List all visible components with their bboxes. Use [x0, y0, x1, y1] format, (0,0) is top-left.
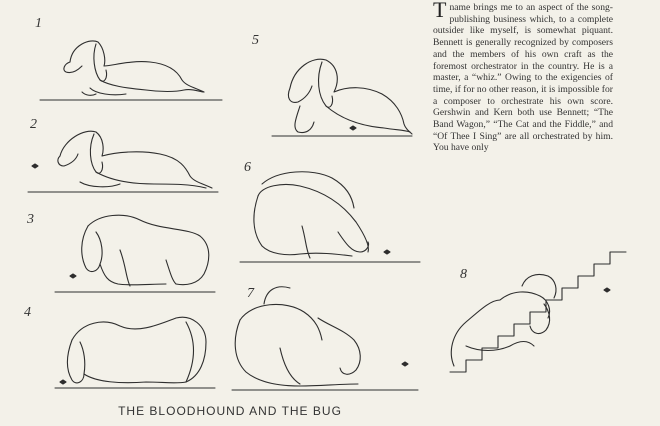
panel-6-drawing — [240, 172, 420, 262]
panel-number-6: 6 — [244, 160, 251, 175]
panel-4-drawing — [55, 317, 215, 388]
panel-number-3: 3 — [27, 212, 34, 227]
panel-number-8: 8 — [460, 267, 467, 282]
panel-2-drawing — [28, 131, 218, 192]
panel-3-drawing — [55, 215, 215, 292]
panel-number-5: 5 — [252, 33, 259, 48]
panel-5-drawing — [272, 59, 412, 136]
article-text: name brings me to an aspect of the song-publishing business which, to a complete outsider like myself, is somewhat piquant. Bennett is generally recognized by composers and the members of his own craft as the foremost orchestrator in the country. He is a master, a “whiz.” Owing to the exigencies of time, if for no other reason, it is impossible for a composer to orchestrate his own score. Gershwin and Kern both use Bennett; “The Band Wagon,” “The Cat and the Fiddle,” and “Of Thee I Sing” are all orchestrated by him. You have only — [433, 2, 613, 154]
drop-cap: T — [433, 0, 447, 22]
panel-number-4: 4 — [24, 305, 31, 320]
illustration-caption: THE BLOODHOUND AND THE BUG — [118, 404, 342, 418]
panel-8-drawing — [450, 252, 626, 372]
panel-number-7: 7 — [247, 286, 254, 301]
panel-7-drawing — [232, 287, 418, 390]
article-column — [433, 2, 613, 154]
panel-number-1: 1 — [35, 16, 42, 31]
panel-number-2: 2 — [30, 117, 37, 132]
panel-1-drawing — [40, 41, 222, 100]
